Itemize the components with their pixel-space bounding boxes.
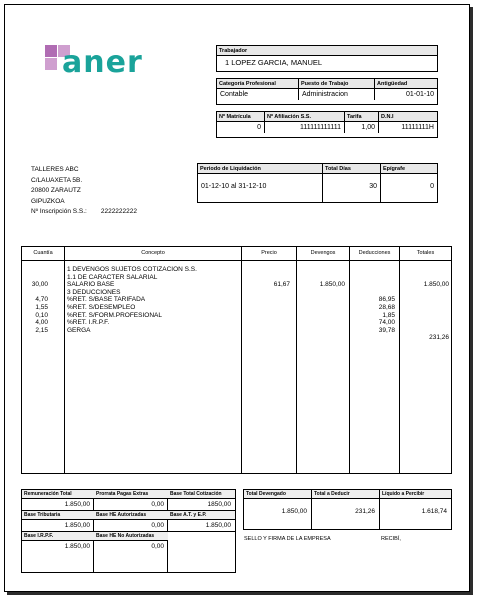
inscription-label: Nº Inscripción S.S.: — [31, 208, 87, 215]
price-cell — [242, 304, 290, 312]
at-ep-base-value: 1.850,00 — [205, 522, 231, 529]
employment-box — [216, 78, 438, 105]
col-deductions — [350, 247, 400, 473]
col-concept — [65, 247, 242, 473]
bases-row-1 — [22, 490, 235, 552]
concept-cell: %RET. S/BASE TARIFADA — [67, 296, 146, 304]
ss-number-value: 111111111111 — [299, 124, 341, 131]
category-header: Categoría Profesional — [217, 79, 298, 89]
irpf-base-header: Base I.R.P.F. — [22, 532, 94, 541]
concept-cell — [67, 334, 241, 342]
quantity-cell: 4,00 — [35, 319, 48, 327]
logo-text: aner — [62, 45, 143, 80]
registration-header: Nº Matrícula — [217, 112, 264, 122]
price-header: Precio — [242, 247, 296, 261]
totals-cell — [400, 296, 449, 304]
net-pay-header: Líquido a Percibir — [380, 490, 451, 499]
worker-header: Trabajador — [217, 46, 437, 56]
earnings-cell — [297, 289, 345, 297]
taxable-base-header: Base Tributaria — [22, 511, 94, 520]
totals-cell: 1.850,00 — [423, 281, 449, 289]
epigraph-header: Epígrafe — [381, 164, 437, 174]
total-contribution-base-header: Base Total Cotización — [168, 490, 235, 499]
concept-cell: %RET. S/DESEMPLEO — [67, 303, 136, 311]
seniority-value: 01-01-10 — [405, 91, 434, 98]
earnings-cell — [297, 319, 345, 327]
bases-grid — [21, 489, 236, 573]
inscription-value: 2222222222 — [100, 208, 137, 215]
extra-pay-value: 0,00 — [151, 501, 164, 508]
position-value: Administracion — [302, 91, 348, 98]
concept-cell: GERGA — [67, 326, 91, 334]
unauthorized-overtime-header: Base HE No Autorizadas — [94, 532, 168, 541]
company-street: C/LAUAXETA 5B. — [31, 176, 83, 184]
deductions-cell — [350, 289, 395, 297]
days-value: 30 — [369, 183, 377, 190]
earnings-cell — [297, 334, 345, 342]
ss-number-header: Nº Afiliación S.S. — [265, 112, 344, 122]
earnings-header: Devengos — [297, 247, 349, 261]
quantity-cell — [22, 289, 48, 297]
deductions-cell — [350, 281, 395, 289]
net-pay-value: 1.618,74 — [421, 508, 447, 515]
concept-cell: 3 DEDUCCIONES — [67, 288, 121, 296]
earnings-cell — [297, 327, 345, 335]
deductions-cell: 86,95 — [378, 296, 395, 304]
period-box — [197, 163, 438, 203]
deductions-cell: 39,78 — [378, 326, 395, 334]
dni-value: 11111111H — [401, 124, 434, 131]
quantity-cell — [22, 274, 48, 282]
totals-box — [243, 489, 452, 530]
registration-value: 0 — [257, 124, 261, 131]
authorized-overtime-header: Base HE Autorizadas — [94, 511, 168, 520]
deductions-header: Deducciones — [350, 247, 399, 261]
extra-pay-header: Prorrata Pagas Extras — [94, 490, 168, 499]
totals-cell — [400, 304, 449, 312]
totals-cell — [400, 319, 449, 327]
price-cell — [242, 327, 290, 335]
quantity-cell: 30,00 — [31, 281, 48, 289]
price-cell — [242, 266, 290, 274]
price-cell — [242, 274, 290, 282]
concept-cell: %RET. I.R.P.F. — [67, 319, 110, 327]
deductions-cell: 74,00 — [378, 319, 395, 327]
seniority-header: Antigüedad — [375, 79, 437, 89]
earnings-cell — [297, 274, 345, 282]
price-cell — [242, 296, 290, 304]
concept-cell: %RET. S/FORM.PROFESIONAL — [67, 311, 162, 319]
company-province: GIPUZKOA — [31, 197, 65, 205]
earnings-cell — [297, 266, 345, 274]
price-cell — [242, 334, 290, 342]
concept-cell: 1 DEVENGOS SUJETOS COTIZACION S.S. — [67, 266, 197, 273]
deductions-cell — [350, 266, 395, 274]
category-value: Contable — [220, 91, 249, 98]
days-header: Total Días — [323, 164, 380, 174]
total-deduct-value: 231,26 — [355, 508, 375, 515]
worker-name: 1 LOPEZ GARCIA, MANUEL — [225, 58, 323, 67]
col-totals — [400, 247, 451, 473]
deductions-cell: 28,68 — [378, 303, 395, 311]
totals-cell — [400, 289, 449, 297]
deductions-cell — [350, 274, 395, 282]
concept-cell: 1.1 DE CARACTER SALARIAL — [67, 273, 158, 281]
company-name: TALLERES ABC — [31, 166, 79, 173]
total-deduct-header: Total a Deducir — [312, 490, 379, 499]
quantity-header: Cuantía — [22, 247, 64, 261]
totals-cell — [400, 266, 449, 274]
dni-header: D.N.I — [379, 112, 437, 122]
totals-cell: 231,26 — [429, 334, 449, 342]
worker-box — [216, 45, 438, 72]
deductions-cell: 1,85 — [382, 311, 395, 319]
irpf-base-value: 1.850,00 — [64, 543, 90, 550]
totals-header: Totales — [400, 247, 451, 261]
company-seal-label: SELLO Y FIRMA DE LA EMPRESA — [244, 536, 331, 542]
total-earned-value: 1.850,00 — [281, 508, 307, 515]
price-cell — [242, 289, 290, 297]
unauthorized-overtime-value: 0,00 — [151, 543, 164, 550]
totals-cell — [400, 274, 449, 282]
concepts-table — [21, 246, 452, 474]
col-price — [242, 247, 297, 473]
rate-header: Tarifa — [345, 112, 378, 122]
period-value: 01-12-10 al 31-12-10 — [201, 183, 267, 190]
quantity-cell: 1,55 — [35, 303, 48, 311]
deductions-cell — [350, 334, 395, 342]
earnings-cell — [297, 304, 345, 312]
company-address — [31, 165, 137, 218]
concept-header: Concepto — [65, 247, 241, 261]
quantity-cell — [22, 266, 48, 274]
total-remuneration-value: 1.850,00 — [64, 501, 90, 508]
quantity-cell: 4,70 — [35, 296, 48, 304]
period-header: Periodo de Liquidación — [198, 164, 322, 174]
totals-cell — [400, 327, 449, 335]
ids-box — [216, 111, 438, 138]
quantity-cell — [22, 334, 48, 342]
taxable-base-value: 1.850,00 — [64, 522, 90, 529]
received-label: RECIBÍ, — [381, 536, 401, 542]
earnings-cell — [297, 312, 345, 320]
concept-cell: SALARIO BASE — [67, 281, 115, 289]
company-city: 20800 ZARAUTZ — [31, 187, 81, 194]
total-remuneration-header: Remuneración Total — [22, 490, 94, 499]
total-earned-header: Total Devengado — [244, 490, 311, 499]
earnings-cell: 1.850,00 — [319, 281, 345, 289]
epigraph-value: 0 — [430, 183, 434, 190]
quantity-cell: 0,10 — [35, 311, 48, 319]
price-cell — [242, 319, 290, 327]
col-earnings — [297, 247, 350, 473]
position-header: Puesto de Trabajo — [299, 79, 374, 89]
totals-cell — [400, 312, 449, 320]
price-cell — [242, 312, 290, 320]
price-cell: 61,67 — [273, 281, 290, 289]
earnings-cell — [297, 296, 345, 304]
at-ep-base-header: Base A.T. y E.P. — [168, 511, 235, 520]
authorized-overtime-value: 0,00 — [151, 522, 164, 529]
rate-value: 1,00 — [361, 124, 375, 131]
quantity-cell: 2,15 — [35, 326, 48, 334]
payslip-sheet — [4, 4, 470, 592]
total-contribution-base-value: 1850,00 — [207, 501, 231, 508]
col-quantity — [22, 247, 65, 473]
